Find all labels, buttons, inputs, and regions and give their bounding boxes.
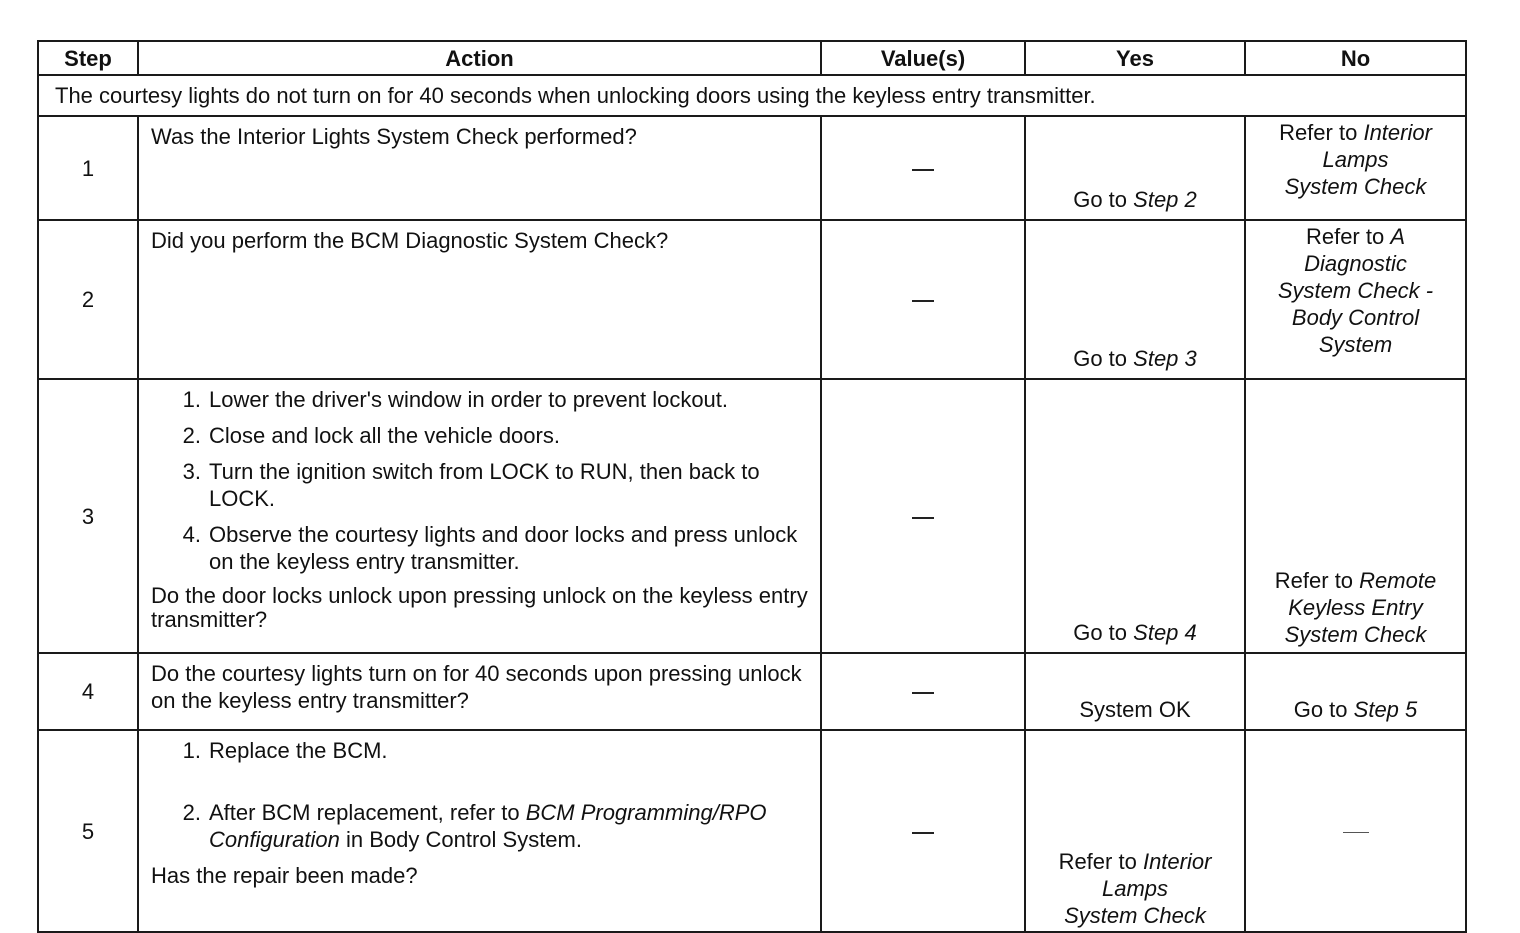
list-item [151, 422, 810, 449]
no-link-part[interactable]: System Check [1284, 174, 1427, 199]
value-cell [821, 116, 1025, 220]
dash-mark [912, 169, 934, 171]
condition-text: The courtesy lights do not turn on for 40 seconds when unlocking doors using the keyless entry transmitter. [38, 75, 1466, 116]
dash-mark [912, 692, 934, 694]
dash-mark [912, 300, 934, 302]
no-link-part[interactable]: System Check [1284, 622, 1427, 647]
dash-mark [912, 517, 934, 519]
no-link-part[interactable]: Lamps [1322, 147, 1389, 172]
list-item [151, 458, 810, 512]
step-number: 1 [38, 116, 138, 220]
yes-link-step[interactable]: Step 2 [1133, 187, 1197, 212]
action-cell [138, 730, 821, 932]
yes-link-part[interactable]: System Check [1064, 903, 1206, 928]
list-item [151, 386, 810, 413]
go-to-label: Go to [1073, 187, 1128, 212]
table-row [38, 220, 1466, 379]
no-link-part[interactable]: Body Control [1291, 305, 1420, 330]
substep-list [151, 799, 810, 853]
question-text: Was the Interior Lights System Check performed? [151, 124, 637, 149]
refer-to-label: Refer to [1058, 849, 1137, 874]
no-cell [1245, 220, 1466, 379]
substep-list [151, 386, 810, 575]
no-link-part[interactable]: A [1390, 224, 1406, 249]
no-link-part[interactable]: Remote [1359, 568, 1437, 593]
table-row [38, 379, 1466, 653]
no-link-part[interactable]: System Check - [1277, 278, 1434, 303]
no-link-part[interactable]: Diagnostic [1304, 251, 1407, 276]
yes-cell [1025, 379, 1245, 653]
dash-mark [1343, 832, 1369, 833]
question-text: Did you perform the BCM Diagnostic System Check? [151, 228, 669, 253]
step-number: 3 [38, 379, 138, 653]
yes-cell [1025, 220, 1245, 379]
diagnostic-table [37, 40, 1467, 933]
yes-cell [1025, 730, 1245, 932]
no-cell [1245, 653, 1466, 730]
question-text: Do the door locks unlock upon pressing unlock on the keyless entry transmitter? [151, 583, 808, 632]
substep-text: Turn the ignition switch from LOCK to RUN, then back to LOCK. [209, 459, 760, 511]
step-number: 2 [38, 220, 138, 379]
substep-text: Replace the BCM. [209, 738, 388, 763]
list-item [151, 521, 810, 575]
table-row [38, 653, 1466, 730]
value-cell [821, 730, 1025, 932]
substep-number: 2. [182, 423, 201, 448]
go-to-label: Go to [1293, 697, 1348, 722]
header-values: Value(s) [821, 41, 1025, 75]
no-cell [1245, 379, 1466, 653]
table-row [38, 116, 1466, 220]
question-text: Has the repair been made? [151, 863, 418, 888]
action-cell [138, 653, 821, 730]
substep-text: Observe the courtesy lights and door locks and press unlock on the keyless entry transmitter. [209, 522, 798, 574]
substep-number: 4. [182, 522, 201, 547]
table-row [38, 730, 1466, 932]
no-cell [1245, 116, 1466, 220]
substep-number: 1. [182, 738, 201, 763]
yes-link-part[interactable]: Interior [1142, 849, 1212, 874]
substep-text-pre: After BCM replacement, refer to [209, 800, 520, 825]
no-link-part[interactable]: System [1318, 332, 1393, 357]
value-cell [821, 220, 1025, 379]
step-number: 5 [38, 730, 138, 932]
substep-number: 3. [182, 459, 201, 484]
action-cell [138, 116, 821, 220]
substep-number: 1. [182, 387, 201, 412]
substep-text: Lower the driver's window in order to prevent lockout. [209, 387, 729, 412]
yes-link-step[interactable]: Step 4 [1133, 620, 1197, 645]
list-item [151, 799, 810, 853]
value-cell [821, 379, 1025, 653]
action-cell [138, 220, 821, 379]
yes-cell [1025, 116, 1245, 220]
substep-text [209, 799, 810, 853]
value-cell [821, 653, 1025, 730]
refer-to-label: Refer to [1274, 568, 1354, 593]
refer-to-label: Refer to [1279, 120, 1358, 145]
header-step: Step [38, 41, 138, 75]
go-to-label: Go to [1073, 620, 1128, 645]
yes-link-step[interactable]: Step 3 [1133, 346, 1197, 371]
dash-mark [912, 832, 934, 834]
list-item [151, 737, 810, 764]
yes-cell [1025, 653, 1245, 730]
no-cell [1245, 730, 1466, 932]
no-link-step[interactable]: Step 5 [1353, 697, 1418, 722]
substep-text-post: in Body Control System. [346, 827, 582, 852]
condition-row [38, 75, 1466, 116]
header-no: No [1245, 41, 1466, 75]
yes-link-part[interactable]: Lamps [1101, 876, 1169, 901]
bcm-programming-link[interactable]: BCM Programming/RPO Configuration [209, 800, 767, 852]
system-ok-text: System OK [1079, 697, 1191, 722]
no-link-part[interactable]: Keyless Entry [1288, 595, 1423, 620]
substep-list [151, 737, 810, 764]
no-link-part[interactable]: Interior [1363, 120, 1432, 145]
header-action: Action [138, 41, 821, 75]
step-number: 4 [38, 653, 138, 730]
header-yes: Yes [1025, 41, 1245, 75]
action-cell [138, 379, 821, 653]
go-to-label: Go to [1073, 346, 1128, 371]
refer-to-label: Refer to [1305, 224, 1385, 249]
substep-text: Close and lock all the vehicle doors. [209, 423, 560, 448]
question-text: Do the courtesy lights turn on for 40 seconds upon pressing unlock on the keyless entry transmitter? [151, 661, 802, 713]
substep-number: 2. [182, 800, 201, 825]
header-row [38, 41, 1466, 75]
